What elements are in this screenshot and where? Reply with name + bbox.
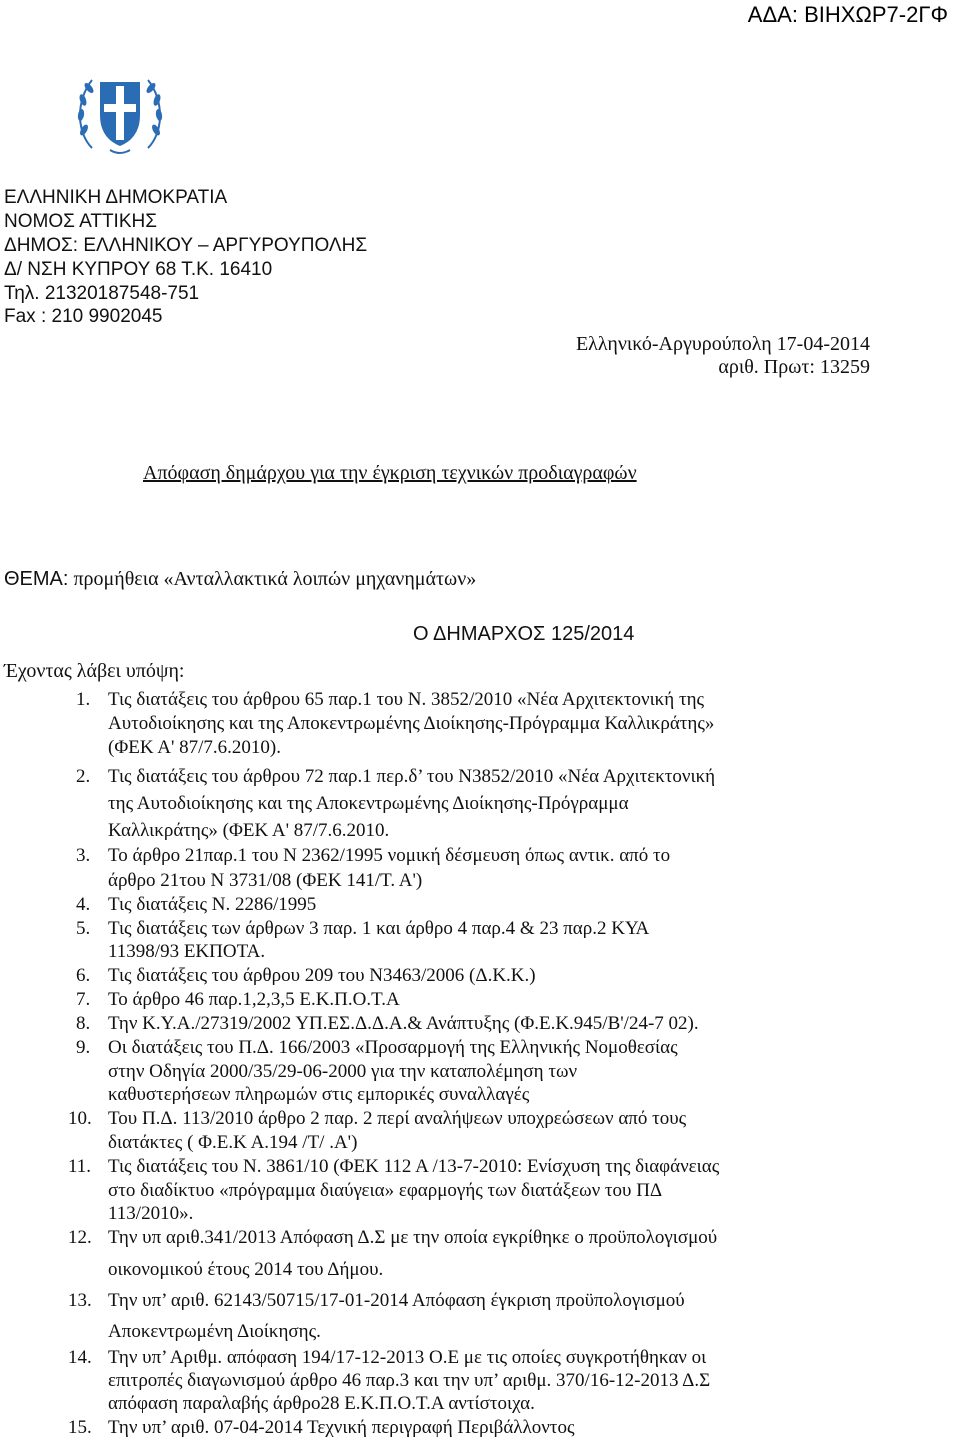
list-item-line: διατάκτες ( Φ.Ε.Κ Α.194 /Τ/ .Α')	[108, 1132, 358, 1153]
ada-code: ΑΔΑ: ΒΙΗΧΩΡ7-2ΓΦ	[747, 2, 948, 27]
header-line: ΕΛΛΗΝΙΚΗ ΔΗΜΟΚΡΑΤΙΑ	[4, 187, 228, 208]
list-item-line: στην Οδηγία 2000/35/29-06-2000 για την καταπολέμηση των	[108, 1061, 578, 1082]
list-item-line: Αυτοδιοίκησης και της Αποκεντρωμένης Διοίκησης-Πρόγραμμα Καλλικράτης»	[108, 713, 715, 734]
list-item-line: καθυστερήσεων πληρωμών στις εμπορικές συναλλαγές	[108, 1084, 530, 1105]
list-item-line: 113/2010».	[108, 1203, 194, 1224]
list-item-line: της Αυτοδιοίκησης και της Αποκεντρωμένης Διοίκησης-Πρόγραμμα	[108, 793, 629, 814]
list-item-line: (ΦΕΚ Α' 87/7.6.2010).	[108, 737, 281, 758]
header-line: Fax : 210 9902045	[4, 306, 163, 327]
list-item-line: οικονομικού έτους 2014 του Δήμου.	[108, 1259, 384, 1280]
decision-title: Απόφαση δημάρχου για την έγκριση τεχνικών προδιαγραφών	[143, 462, 637, 484]
header-line: Τηλ. 21320187548-751	[4, 283, 200, 304]
protocol-number: αριθ. Πρωτ: 13259	[718, 356, 870, 378]
mayor-heading: Ο ΔΗΜΑΡΧΟΣ 125/2014	[413, 623, 635, 645]
header-line: Δ/ ΝΣΗ ΚΥΠΡΟΥ 68 Τ.Κ. 16410	[4, 259, 273, 280]
list-item-line: επιτροπές διαγωνισμού άρθρο 46 παρ.3 και την υπ’ αριθμ. 370/16-12-2013 Δ.Σ	[108, 1370, 711, 1391]
list-item-line: Καλλικράτης» (ΦΕΚ Α' 87/7.6.2010.	[108, 820, 390, 841]
header-line: ΔΗΜΟΣ: ΕΛΛΗΝΙΚΟΥ – ΑΡΓΥΡΟΥΠΟΛΗΣ	[4, 235, 368, 256]
subject-line	[4, 568, 476, 591]
list-item-line: άρθρο 21του Ν 3731/08 (ΦΕΚ 141/Τ. Α')	[108, 870, 423, 891]
list-item-line: στο διαδίκτυο «πρόγραμμα διαύγεια» εφαρμογής των διατάξεων του ΠΔ	[108, 1180, 663, 1201]
list-item-line: απόφαση παραλαβής άρθρο28 Ε.Κ.Π.Ο.Τ.Α αντίστοιχα.	[108, 1393, 535, 1414]
list-item-line: Αποκεντρωμένη Διοίκησης.	[108, 1321, 321, 1342]
subject-text: προμήθεια «Ανταλλακτικά λοιπών μηχανημάτων»	[68, 568, 477, 590]
having-considered: Έχοντας λάβει υπόψη:	[4, 660, 185, 682]
subject-label: ΘΕΜΑ:	[4, 568, 69, 590]
list-item-line: 11398/93 ΕΚΠΟΤΑ.	[108, 941, 266, 962]
greek-coat-of-arms-icon	[70, 60, 170, 160]
place-date: Ελληνικό-Αργυρούπολη 17-04-2014	[575, 333, 870, 355]
header-line: ΝΟΜΟΣ ΑΤΤΙΚΗΣ	[4, 211, 157, 232]
